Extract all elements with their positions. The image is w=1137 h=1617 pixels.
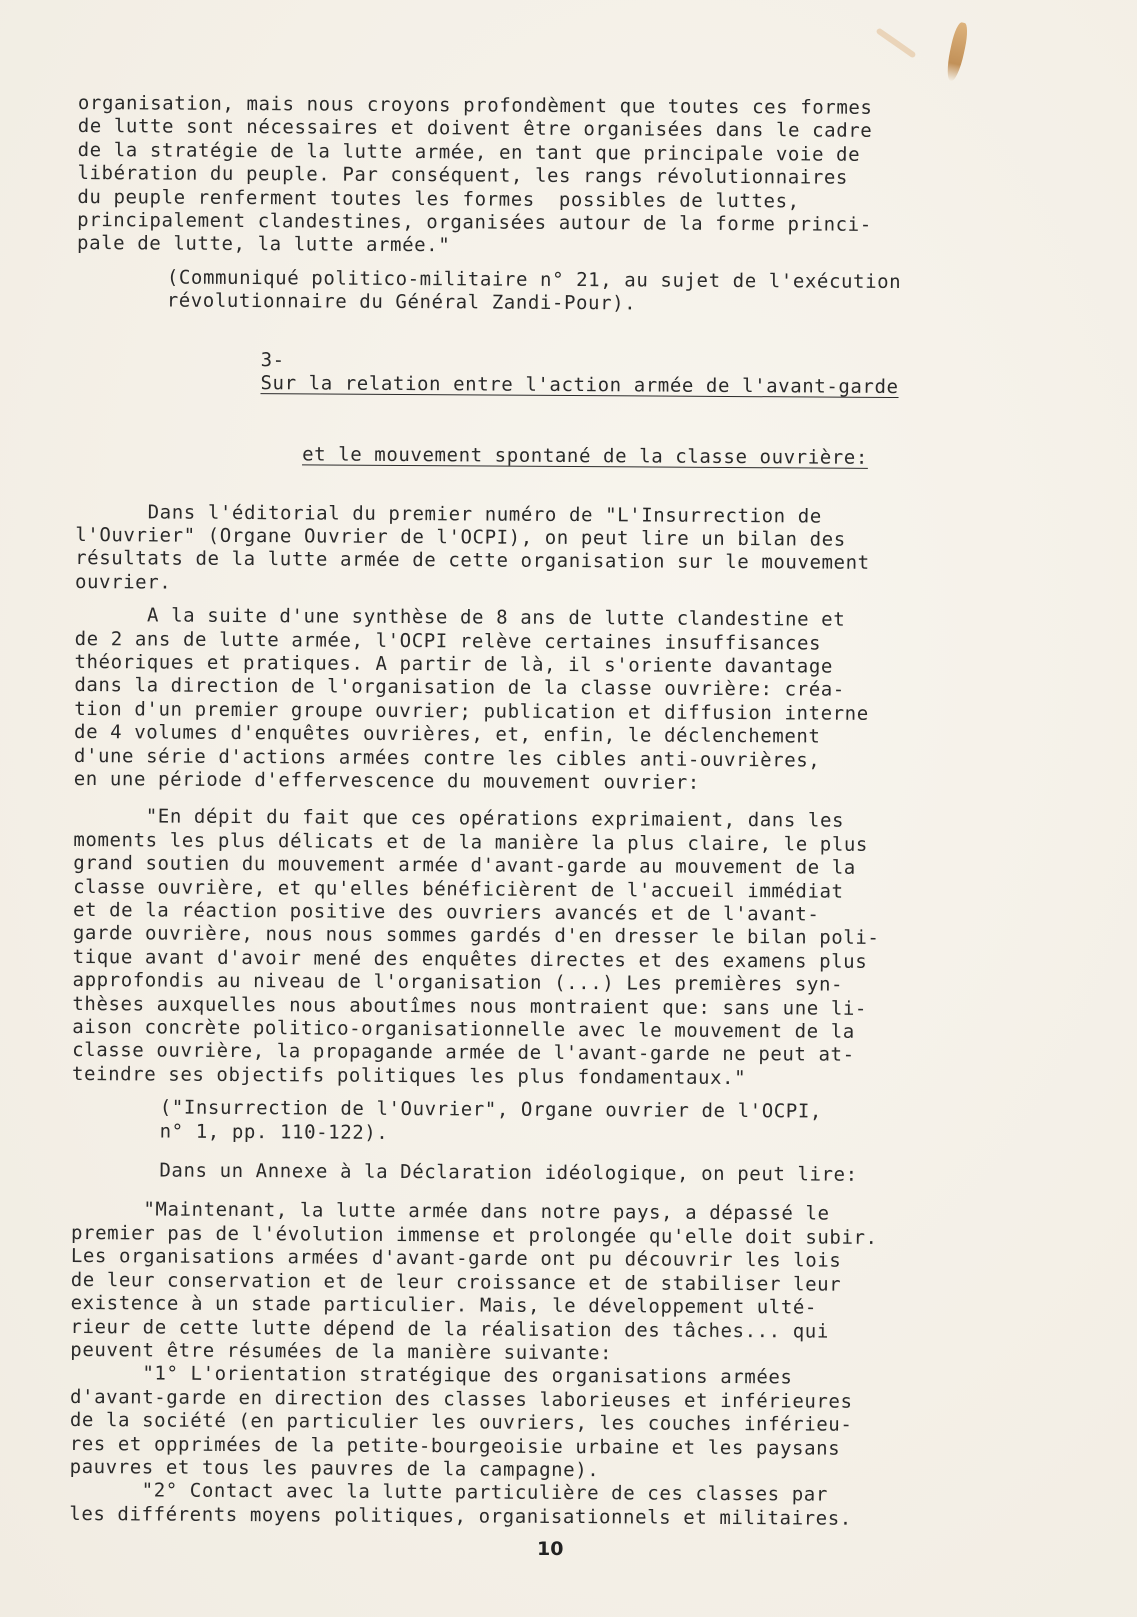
text-line: classe ouvrière, et qu'elles bénéficièrent de l'accueil immédiat — [73, 875, 844, 903]
paragraph — [75, 500, 1056, 600]
text-line: n° 1, pp. 110-122). — [159, 1120, 389, 1144]
text-line: et de la réaction positive des ouvriers avancés et de l'avant- — [72, 898, 820, 926]
text-line: tique avant d'avoir mené des enquêtes directes et des examens plus — [72, 945, 868, 973]
section-number: 3- — [260, 349, 285, 372]
text-line: thèses auxquelles nous aboutîmes nous montraient que: sans une li- — [72, 992, 868, 1020]
text-line: d'avant-garde en direction des classes laborieuses et inférieures — [69, 1385, 853, 1413]
text-line: de leur conservation et de leur croissance et de stabiliser leur — [70, 1268, 842, 1296]
text-line: les différents moyens politiques, organisationnels et militaires. — [69, 1502, 852, 1530]
text-line: classe ouvrière, la propagande armée de l'avant-garde ne peut at- — [72, 1039, 855, 1067]
document-body — [69, 92, 1058, 1542]
ink-stain — [944, 21, 970, 83]
text-line: principalement clandestines, organisées autour de la forme princi- — [77, 209, 872, 236]
text-line: de la société (en particulier les ouvriers, les couches inférieu- — [69, 1409, 853, 1436]
text-line: approfondis au niveau de l'organisation (...) Les premières syn- — [72, 969, 844, 996]
heading-line: et le mouvement spontané de la classe ouvrière: — [302, 443, 869, 469]
heading-line: Sur la relation entre l'action armée de l'avant-garde — [260, 372, 899, 399]
text-line: premier pas de l'évolution immense et prolongée qu'elle doit subir. — [70, 1221, 878, 1249]
text-line: moments les plus délicats et de la manière la plus claire, le plus — [73, 828, 869, 856]
paragraph — [74, 604, 1055, 797]
page-number: 10 — [537, 1538, 564, 1560]
text-line: "1° L'orientation stratégique des organisations armées — [70, 1362, 793, 1389]
text-line: du peuple renferment toutes les formes possibles de luttes, — [77, 185, 800, 213]
text-line: l'Ouvrier" (Organe Ouvrier de l'OCPI), on peut lire un bilan des — [75, 523, 846, 551]
text-line: révolutionnaire du Général Zandi-Pour). — [166, 289, 637, 315]
text-line: aison concrète politico-organisationnelle avec le mouvement de la — [72, 1016, 855, 1043]
text-line: A la suite d'une synthèse de 8 ans de lutte clandestine et — [74, 604, 846, 631]
text-line: garde ouvrière, nous nous sommes gardés d'en dresser le bilan poli- — [72, 922, 880, 950]
text-line: théoriques et pratiques. A partir de là, il s'oriente davantage — [74, 650, 834, 678]
text-line: Dans un Annexe à la Déclaration idéologique, on peut lire: — [159, 1159, 858, 1186]
text-line: rieur de cette lutte dépend de la réalisation des tâches... qui — [70, 1315, 829, 1343]
text-line: teindre ses objectifs politiques les plus fondamentaux." — [71, 1062, 747, 1089]
text-line: "Maintenant, la lutte armée dans notre pays, a dépassé le — [71, 1198, 830, 1226]
text-line: pauvres et tous les pauvres de la campagne). — [69, 1455, 600, 1482]
ink-smudge — [875, 27, 916, 58]
text-line: ouvrier. — [74, 570, 172, 594]
text-line: Dans l'éditorial du premier numéro de "L'Insurrection de — [75, 500, 822, 528]
text-line: de 2 ans de lutte armée, l'OCPI relève certaines insuffisances — [74, 627, 822, 655]
text-line: résultats de la lutte armée de cette organisation sur le mouvement — [75, 547, 870, 575]
paragraph — [71, 1159, 1051, 1188]
text-line: de 4 volumes d'enquêtes ouvrières, et, enfin, le déclenchement — [74, 721, 821, 748]
text-line: grand soutien du mouvement armée d'avant-garde au mouvement de la — [73, 852, 856, 879]
text-line: pale de lutte, la lutte armée." — [77, 232, 451, 257]
quote — [72, 805, 1054, 1092]
quote — [69, 1198, 1051, 1532]
text-line: de la stratégie de la lutte armée, en tant que principale voie de — [77, 138, 861, 166]
text-line: tion d'un premier groupe ouvrier; publication et diffusion interne — [74, 697, 869, 725]
text-line: existence à un stade particulier. Mais, le développement ulté- — [70, 1292, 818, 1319]
text-line: peuvent être résumées de la manière suivante: — [70, 1338, 613, 1365]
text-line: "2° Contact avec la lutte particulière de ces classes par — [69, 1479, 828, 1506]
quote-continuation — [77, 92, 1058, 262]
text-line: (Communiqué politico-militaire n° 21, au sujet de l'exécution — [166, 266, 902, 293]
text-line: res et opprimées de la petite-bourgeoisie urbaine et les paysans — [69, 1432, 841, 1460]
section-heading — [76, 325, 1057, 495]
text-line: libération du peuple. Par conséquent, les rangs révolutionnaires — [77, 162, 849, 189]
text-line: Les organisations armées d'avant-garde ont pu découvrir les lois — [70, 1245, 842, 1272]
text-line: "En dépit du fait que ces opérations exprimaient, dans les — [73, 805, 845, 833]
text-line: organisation, mais nous croyons profondèment que toutes ces formes — [77, 92, 873, 119]
text-line: d'une série d'actions armées contre les cibles anti-ouvrières, — [73, 744, 821, 772]
citation — [77, 266, 1057, 319]
citation — [72, 1096, 1052, 1149]
text-line: en une période d'effervescence du mouvement ouvrier: — [73, 767, 700, 794]
text-line: ("Insurrection de l'Ouvrier", Organe ouvrier de l'OCPI, — [159, 1096, 823, 1123]
text-line: de lutte sont nécessaires et doivent être organisées dans le cadre — [77, 115, 873, 143]
text-line: dans la direction de l'organisation de la classe ouvrière: créa- — [74, 674, 845, 702]
